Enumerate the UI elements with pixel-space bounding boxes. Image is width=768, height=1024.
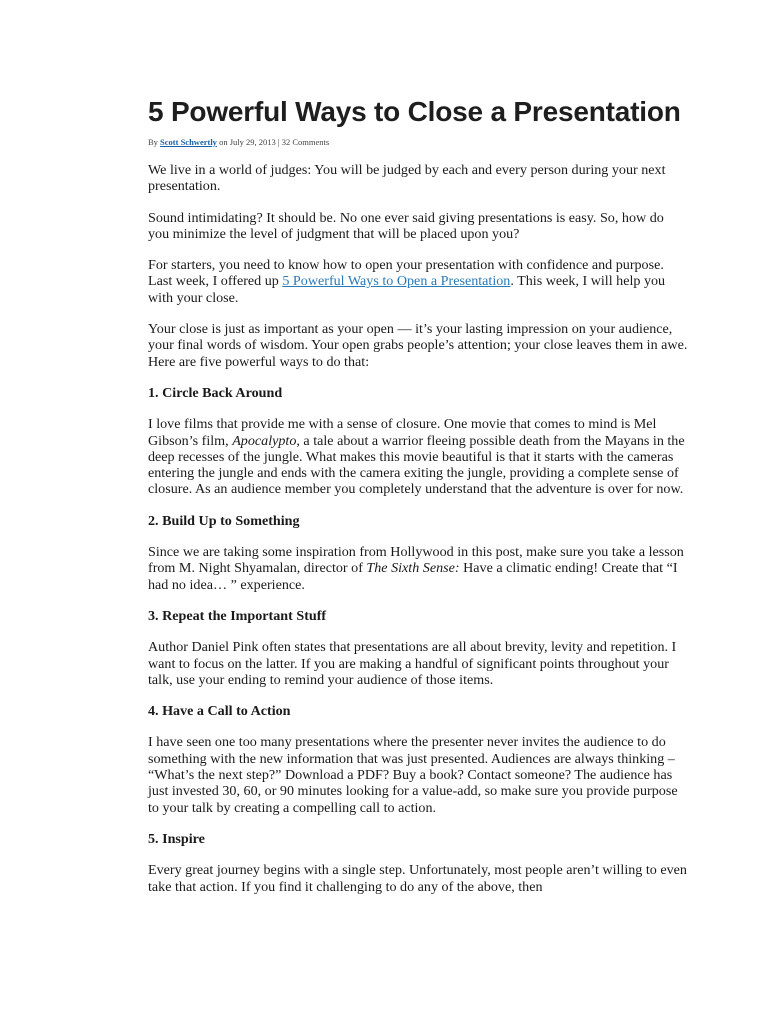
film-title-apocalypto: Apocalypto bbox=[232, 432, 297, 449]
section-heading-3: 3. Repeat the Important Stuff bbox=[148, 607, 327, 624]
section-1-before: I love films that provide me with a sense of closure. One movie that comes to mind is Mel Gibson’s film, bbox=[148, 416, 657, 449]
byline-separator: | bbox=[275, 137, 282, 147]
open-presentation-link[interactable]: 5 Powerful Ways to Open a Presentation bbox=[282, 273, 511, 290]
section-2-after: Have a climatic ending! Create that “I had no idea… ” experience. bbox=[148, 560, 678, 593]
section-body-1 bbox=[148, 416, 688, 497]
section-body-4: I have seen one too many presentations where the presenter never invites the audience to do something with the new information that was just presented. Audiences are always thinking – “What’s the next step?” Download a PDF? Buy a book? Contact someone? The audience has just invested 30, 60, or 90 minutes looking for a value-add, so make sure you provide purpose to your talk by creating a compelling call to action. bbox=[148, 734, 678, 816]
section-body-2 bbox=[148, 544, 688, 593]
section-heading-5: 5. Inspire bbox=[148, 830, 205, 847]
intro-p3-before: For starters, you need to know how to open your presentation with confidence and purpose. Last week, I offered up bbox=[148, 257, 664, 290]
comments-count: 32 Comments bbox=[281, 137, 330, 147]
byline-prefix: By bbox=[148, 137, 161, 147]
byline-on: on bbox=[216, 137, 230, 147]
intro-paragraph-2: Sound intimidating? It should be. No one ever said giving presentations is easy. So, how do you minimize the level of judgment that will be placed upon you? bbox=[148, 209, 664, 242]
film-title-sixth-sense: The Sixth Sense: bbox=[366, 560, 460, 577]
article-title: 5 Powerful Ways to Close a Presentation bbox=[148, 96, 681, 127]
section-heading-4: 4. Have a Call to Action bbox=[148, 703, 291, 720]
intro-paragraph-4: Your close is just as important as your open — it’s your lasting impression on your audience, your final words of wisdom. Your open grabs people’s attention; your close leaves them in awe. Here are five powerful ways to do that: bbox=[148, 321, 688, 370]
section-2-before: Since we are taking some inspiration from Hollywood in this post, make sure you take a lesson from M. Night Shyamalan, director of bbox=[148, 544, 684, 577]
article bbox=[148, 94, 688, 910]
section-body-5: Every great journey begins with a single step. Unfortunately, most people aren’t willing to even take that action. If you find it challenging to do any of the above, then bbox=[148, 862, 687, 895]
section-body-3: Author Daniel Pink often states that presentations are all about brevity, levity and repetition. I want to focus on the latter. If you are making a handful of significant points throughout your talk, use your ending to remind your audience of those items. bbox=[148, 639, 677, 688]
intro-p3-after: . This week, I will help you with your close. bbox=[148, 273, 666, 306]
byline bbox=[148, 136, 688, 148]
author-link[interactable]: Scott Schwertly bbox=[160, 137, 217, 147]
intro-paragraph-3 bbox=[148, 257, 688, 306]
section-heading-1: 1. Circle Back Around bbox=[148, 384, 283, 401]
intro-paragraph-1: We live in a world of judges: You will be judged by each and every person during your next presentation. bbox=[148, 162, 666, 195]
section-heading-2: 2. Build Up to Something bbox=[148, 512, 300, 529]
post-date: July 29, 2013 bbox=[229, 137, 276, 147]
section-1-after: , a tale about a warrior fleeing possible death from the Mayans in the deep recesses of the jungle. What makes this movie beautiful is that it starts with the cameras entering the jungle and ends with the camera exiting the jungle, providing a complete sense of closure. As an audience member you completely understand that the adventure is over for now. bbox=[148, 432, 685, 498]
